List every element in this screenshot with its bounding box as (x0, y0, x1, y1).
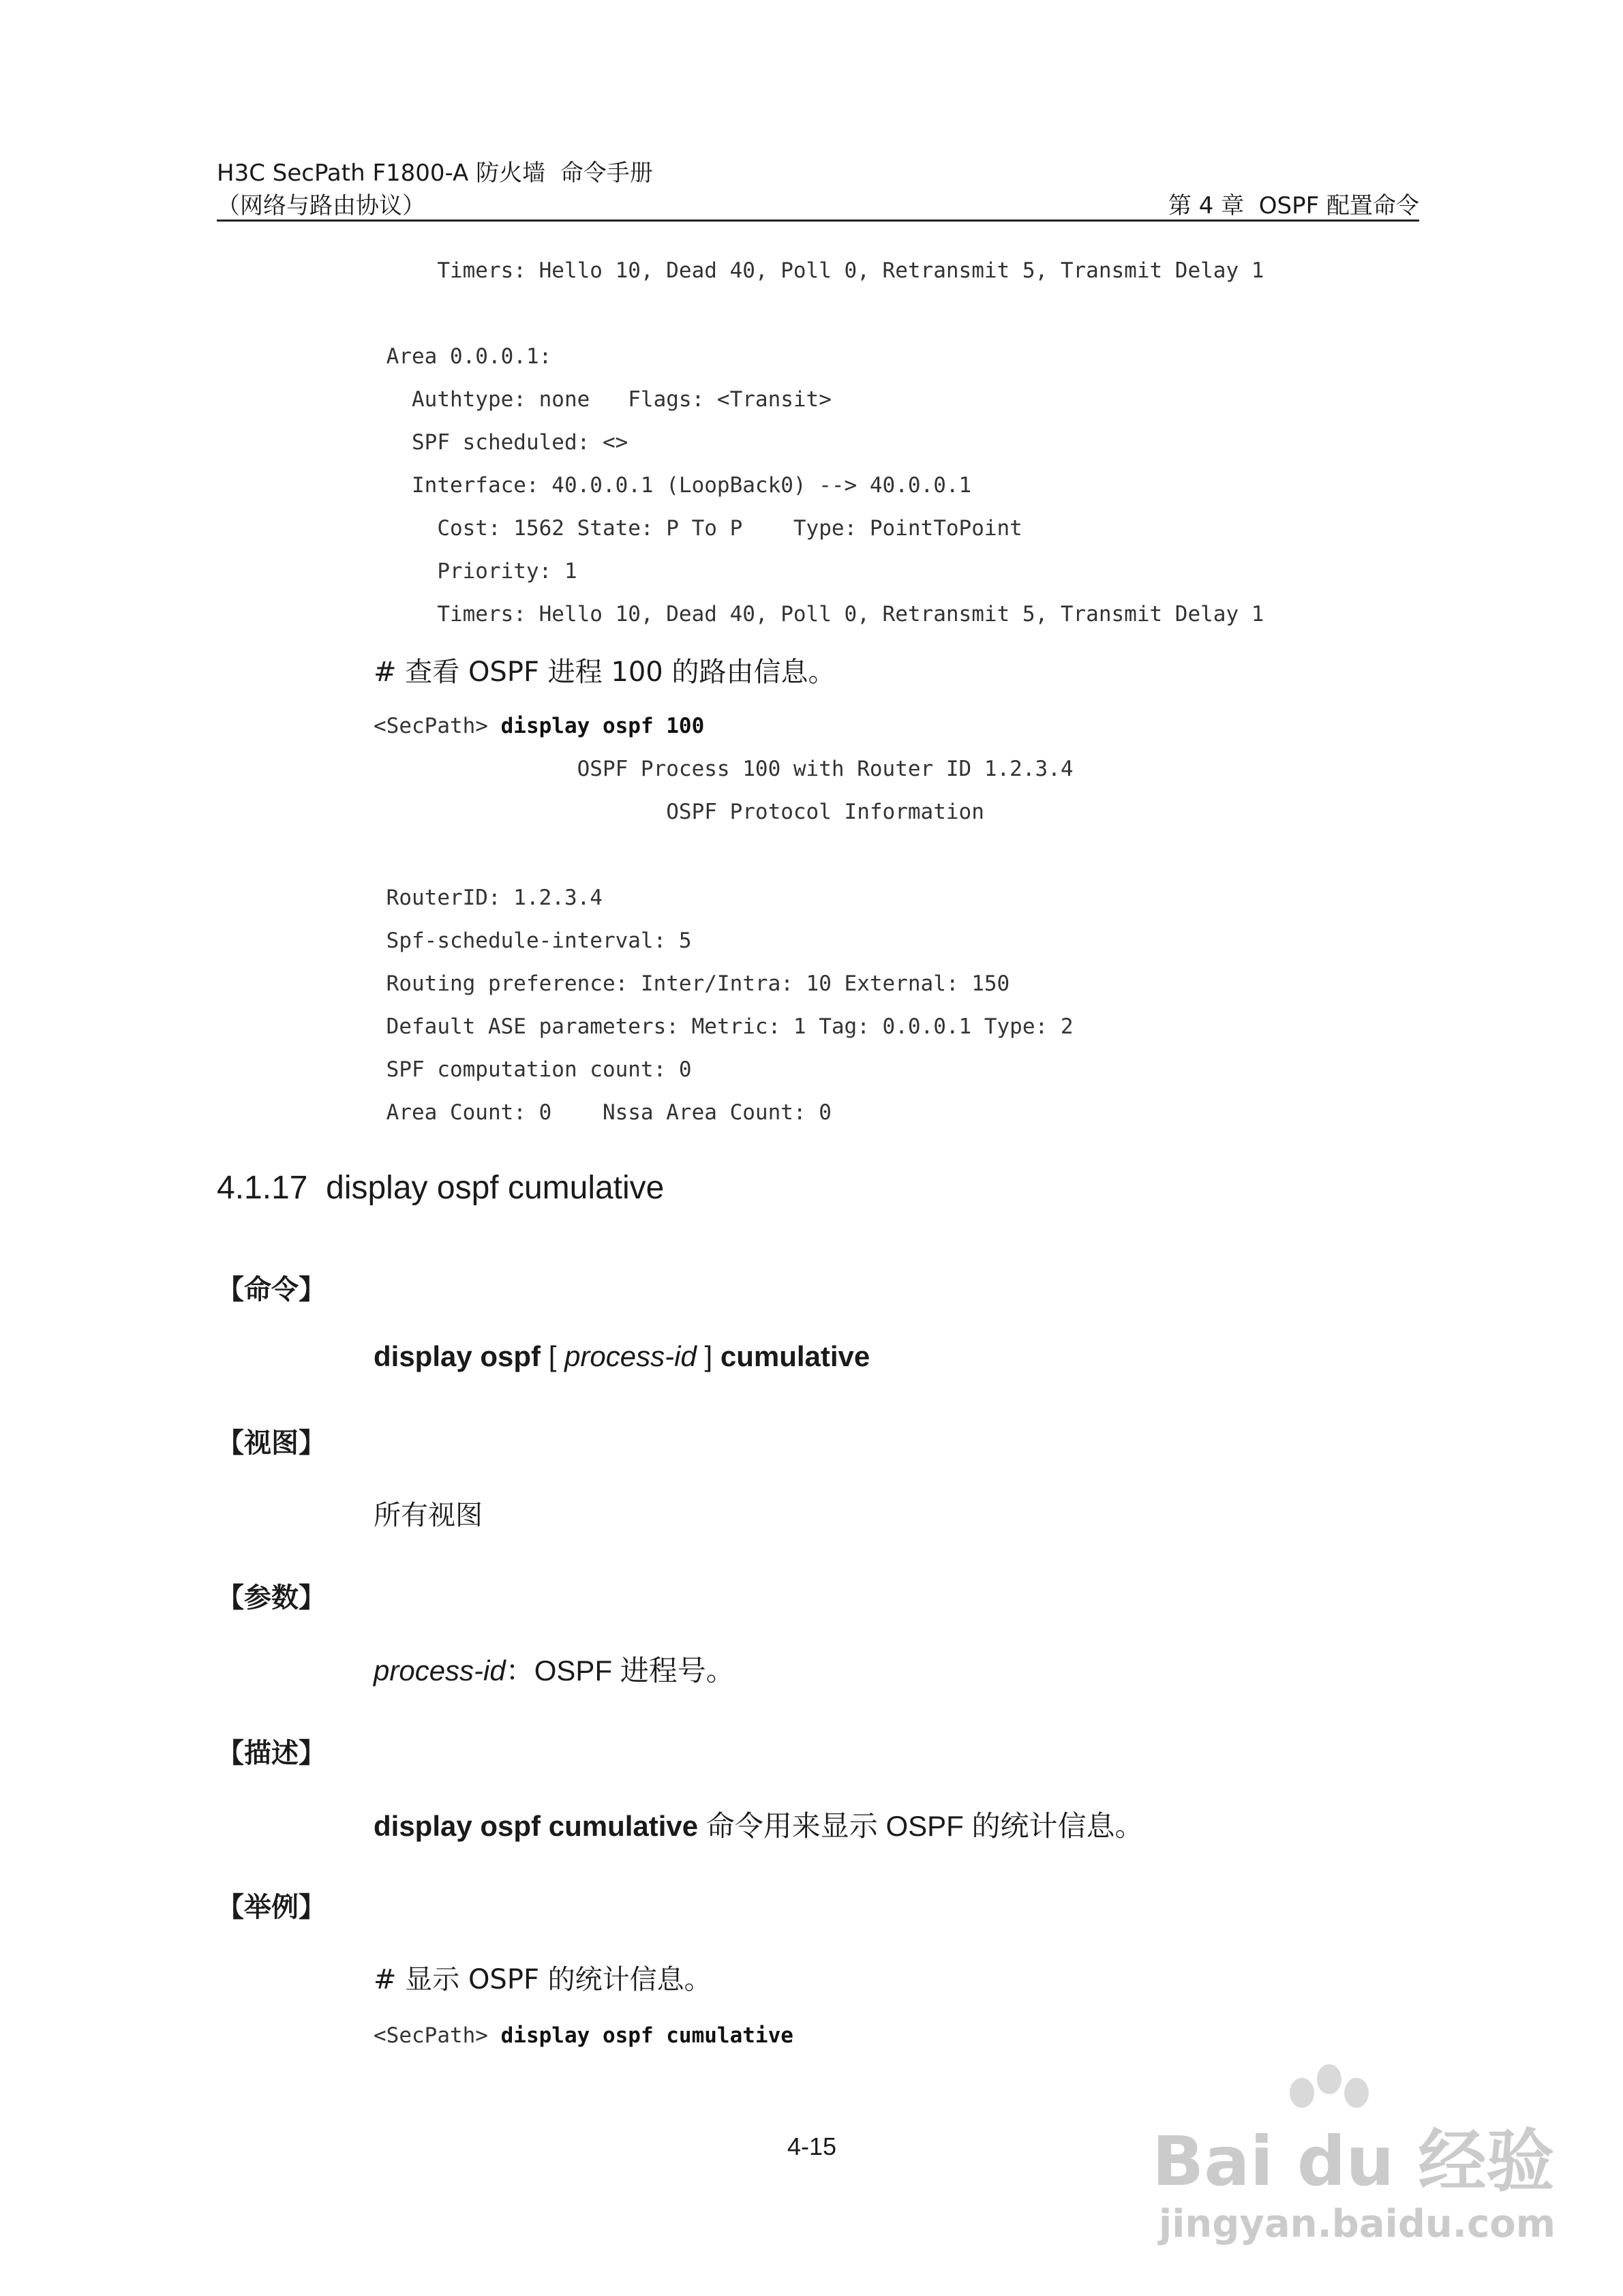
code-line: Timers: Hello 10, Dead 40, Poll 0, Retransmit 5, Transmit Delay 1 (374, 258, 1264, 283)
syntax-cmd: display ospf (374, 1340, 541, 1372)
code-line: Area 0.0.0.1: (374, 344, 552, 369)
page-number: 4-15 (787, 2132, 837, 2160)
watermark-url: jingyan.baidu.com (1159, 2202, 1556, 2246)
section-title: display ospf cumulative (326, 1170, 665, 1206)
watermark-brand: Bai du 经验 (1152, 2121, 1555, 2201)
label-description: 【描述】 (217, 1738, 326, 1769)
description-body: 命令用来显示 OSPF 的统计信息。 (698, 1810, 1144, 1842)
section-number: 4.1.17 (217, 1170, 308, 1206)
code-line: RouterID: 1.2.3.4 (374, 886, 603, 910)
code-line: Spf-schedule-interval: 5 (374, 928, 692, 953)
code-line: Cost: 1562 State: P To P Type: PointToPoint (374, 516, 1022, 541)
syntax-param: process-id (564, 1340, 697, 1372)
label-view: 【视图】 (217, 1428, 326, 1459)
prompt-prefix: <SecPath> (374, 714, 501, 738)
param-description (374, 1648, 735, 1689)
description-text (374, 1804, 1144, 1845)
view-text: 所有视图 (374, 1500, 483, 1531)
prompt-command: display ospf 100 (500, 714, 705, 738)
prompt-command: display ospf cumulative (500, 2023, 793, 2048)
syntax-cmd-tail: cumulative (720, 1340, 870, 1372)
header-subtitle: （网络与路由协议） (217, 192, 425, 220)
cli-prompt-1 (374, 714, 704, 738)
header-chapter: 第 4 章 OSPF 配置命令 (1168, 192, 1419, 220)
header-title: H3C SecPath F1800-A 防火墙 命令手册 (217, 160, 653, 187)
label-params: 【参数】 (217, 1582, 326, 1614)
example-note-2: # 显示 OSPF 的统计信息。 (374, 1964, 712, 1995)
cli-prompt-2 (374, 2023, 793, 2048)
param-name: process-id (374, 1655, 506, 1687)
code-line: Area Count: 0 Nssa Area Count: 0 (374, 1100, 832, 1125)
command-syntax (374, 1340, 870, 1373)
code-line: OSPF Protocol Information (374, 800, 984, 824)
code-line: OSPF Process 100 with Router ID 1.2.3.4 (374, 757, 1074, 781)
example-note-1: # 查看 OSPF 进程 100 的路由信息。 (374, 656, 836, 688)
param-text: ：OSPF 进程号。 (505, 1655, 735, 1687)
code-line: Routing preference: Inter/Intra: 10 External: 150 (374, 971, 1010, 996)
syntax-bracket-close: ] (696, 1340, 721, 1372)
section-heading (217, 1169, 664, 1207)
prompt-prefix: <SecPath> (374, 2023, 501, 2048)
label-command: 【命令】 (217, 1274, 326, 1305)
header-rule (217, 220, 1419, 222)
code-line: Default ASE parameters: Metric: 1 Tag: 0.0.0.1 Type: 2 (374, 1014, 1074, 1039)
baidu-jingyan-watermark (1152, 2059, 1556, 2263)
code-line: Timers: Hello 10, Dead 40, Poll 0, Retransmit 5, Transmit Delay 1 (374, 602, 1264, 626)
syntax-bracket-open: [ (541, 1340, 565, 1372)
code-line: Interface: 40.0.0.1 (LoopBack0) --> 40.0.0.1 (374, 473, 972, 498)
description-cmd: display ospf cumulative (374, 1810, 699, 1842)
label-example: 【举例】 (217, 1892, 326, 1923)
code-line: Authtype: none Flags: <Transit> (374, 387, 832, 412)
code-line: Priority: 1 (374, 559, 577, 584)
code-line: SPF computation count: 0 (374, 1057, 692, 1082)
code-line: SPF scheduled: <> (374, 430, 628, 455)
